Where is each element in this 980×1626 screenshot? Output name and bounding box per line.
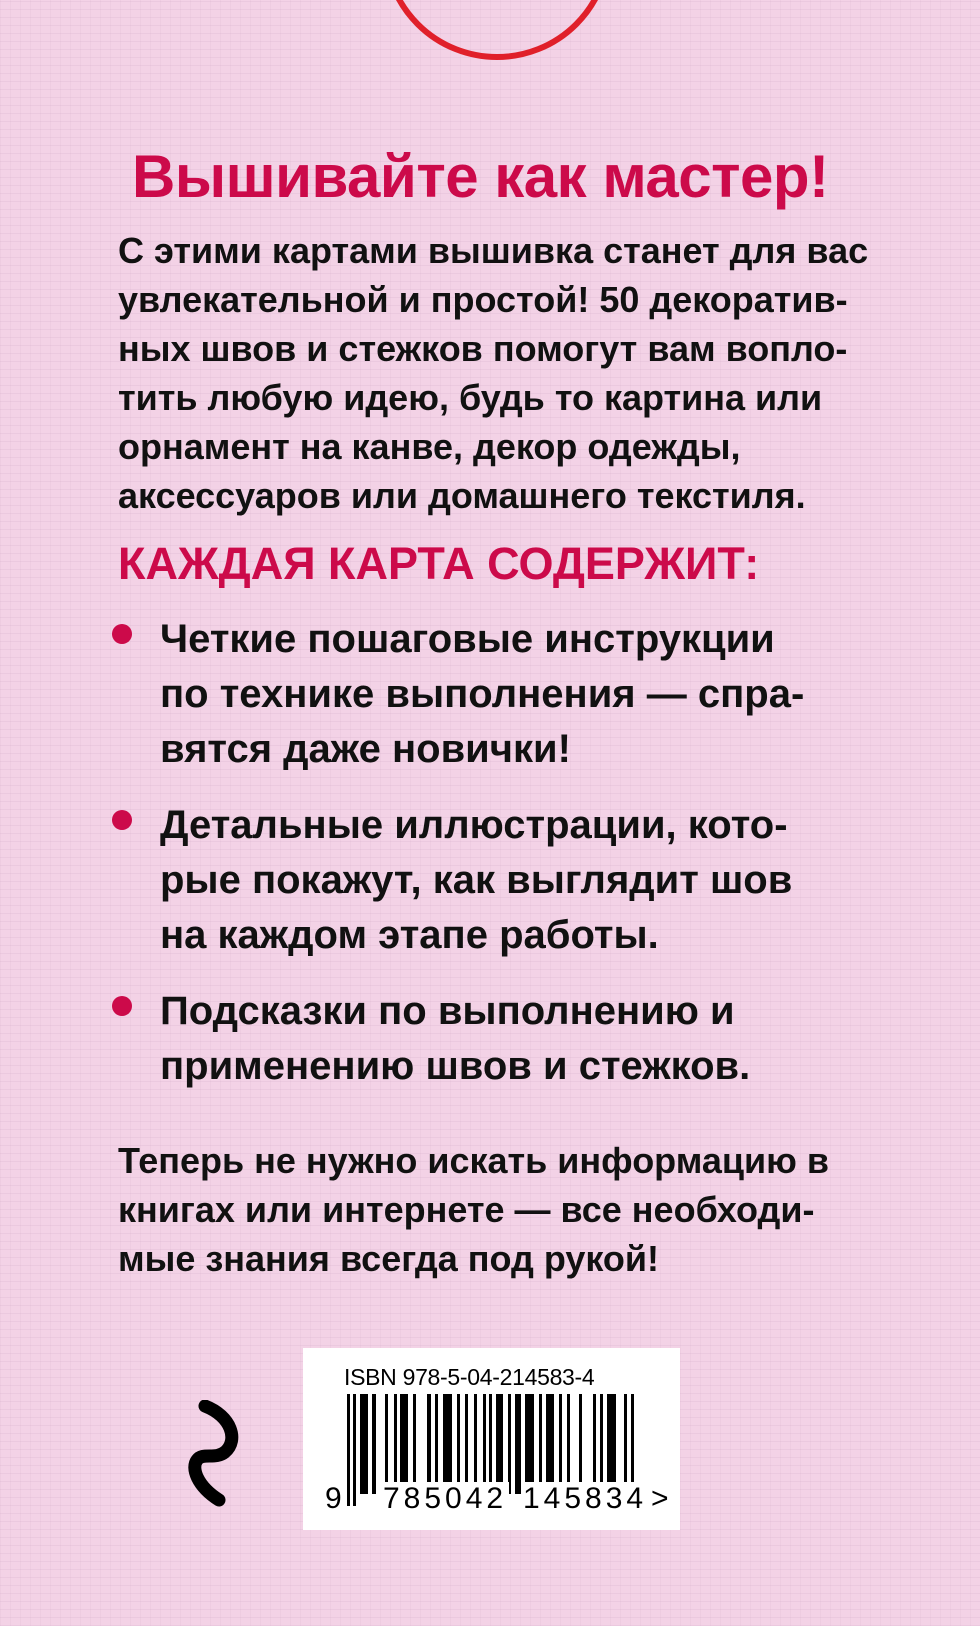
cover-title: Вышивайте как мастер! <box>132 143 829 210</box>
feature-line: вятся даже новички! <box>160 727 571 771</box>
barcode-panel <box>303 1348 680 1530</box>
feature-line: по технике выполнения — спра- <box>160 672 805 716</box>
bullet-dot-icon <box>112 996 132 1016</box>
outro-line: мые знания всегда под рукой! <box>118 1238 660 1279</box>
feature-text <box>160 612 930 777</box>
intro-line: увлекательной и простой! 50 декоратив- <box>118 279 848 320</box>
intro-line: орнамент на канве, декор одежды, <box>118 426 741 467</box>
feature-item <box>110 984 930 1094</box>
outro-line: книгах или интернете — все необходи- <box>118 1189 815 1230</box>
eksmo-logo-icon <box>183 1400 243 1510</box>
bullet-dot-icon <box>112 624 132 644</box>
intro-line: С этими картами вышивка станет для вас <box>118 230 869 271</box>
intro-line: тить любую идею, будь то картина или <box>118 377 823 418</box>
feature-line: Подсказки по выполнению и <box>160 989 735 1033</box>
intro-paragraph <box>118 226 938 520</box>
outro-paragraph <box>118 1136 938 1283</box>
ean-first-digit: 9 <box>325 1482 342 1515</box>
ean-group-2: 145834 <box>523 1482 648 1515</box>
feature-text <box>160 798 930 963</box>
quiet-zone-marker: > <box>651 1482 669 1515</box>
feature-item <box>110 798 930 963</box>
feature-line: Детальные иллюстрации, кото- <box>160 803 788 847</box>
section-subtitle: КАЖДАЯ КАРТА СОДЕРЖИТ: <box>118 538 760 589</box>
feature-text <box>160 984 930 1094</box>
feature-line: применению швов и стежков. <box>160 1044 751 1088</box>
feature-item <box>110 612 930 777</box>
intro-line: ных швов и стежков помогут вам вопло- <box>118 328 848 369</box>
feature-line: Четкие пошаговые инструкции <box>160 617 775 661</box>
ean-digits <box>323 1482 683 1522</box>
outro-line: Теперь не нужно искать информацию в <box>118 1140 830 1181</box>
bullet-dot-icon <box>112 810 132 830</box>
feature-line: рые покажут, как выглядит шов <box>160 858 793 902</box>
decorative-circle <box>382 0 612 60</box>
ean-group-1: 785042 <box>383 1482 508 1515</box>
intro-line: аксессуаров или домашнего текстиля. <box>118 475 806 516</box>
isbn-label: ISBN 978-5-04-214583-4 <box>344 1364 595 1390</box>
feature-list <box>110 612 930 1115</box>
feature-line: на каждом этапе работы. <box>160 913 659 957</box>
